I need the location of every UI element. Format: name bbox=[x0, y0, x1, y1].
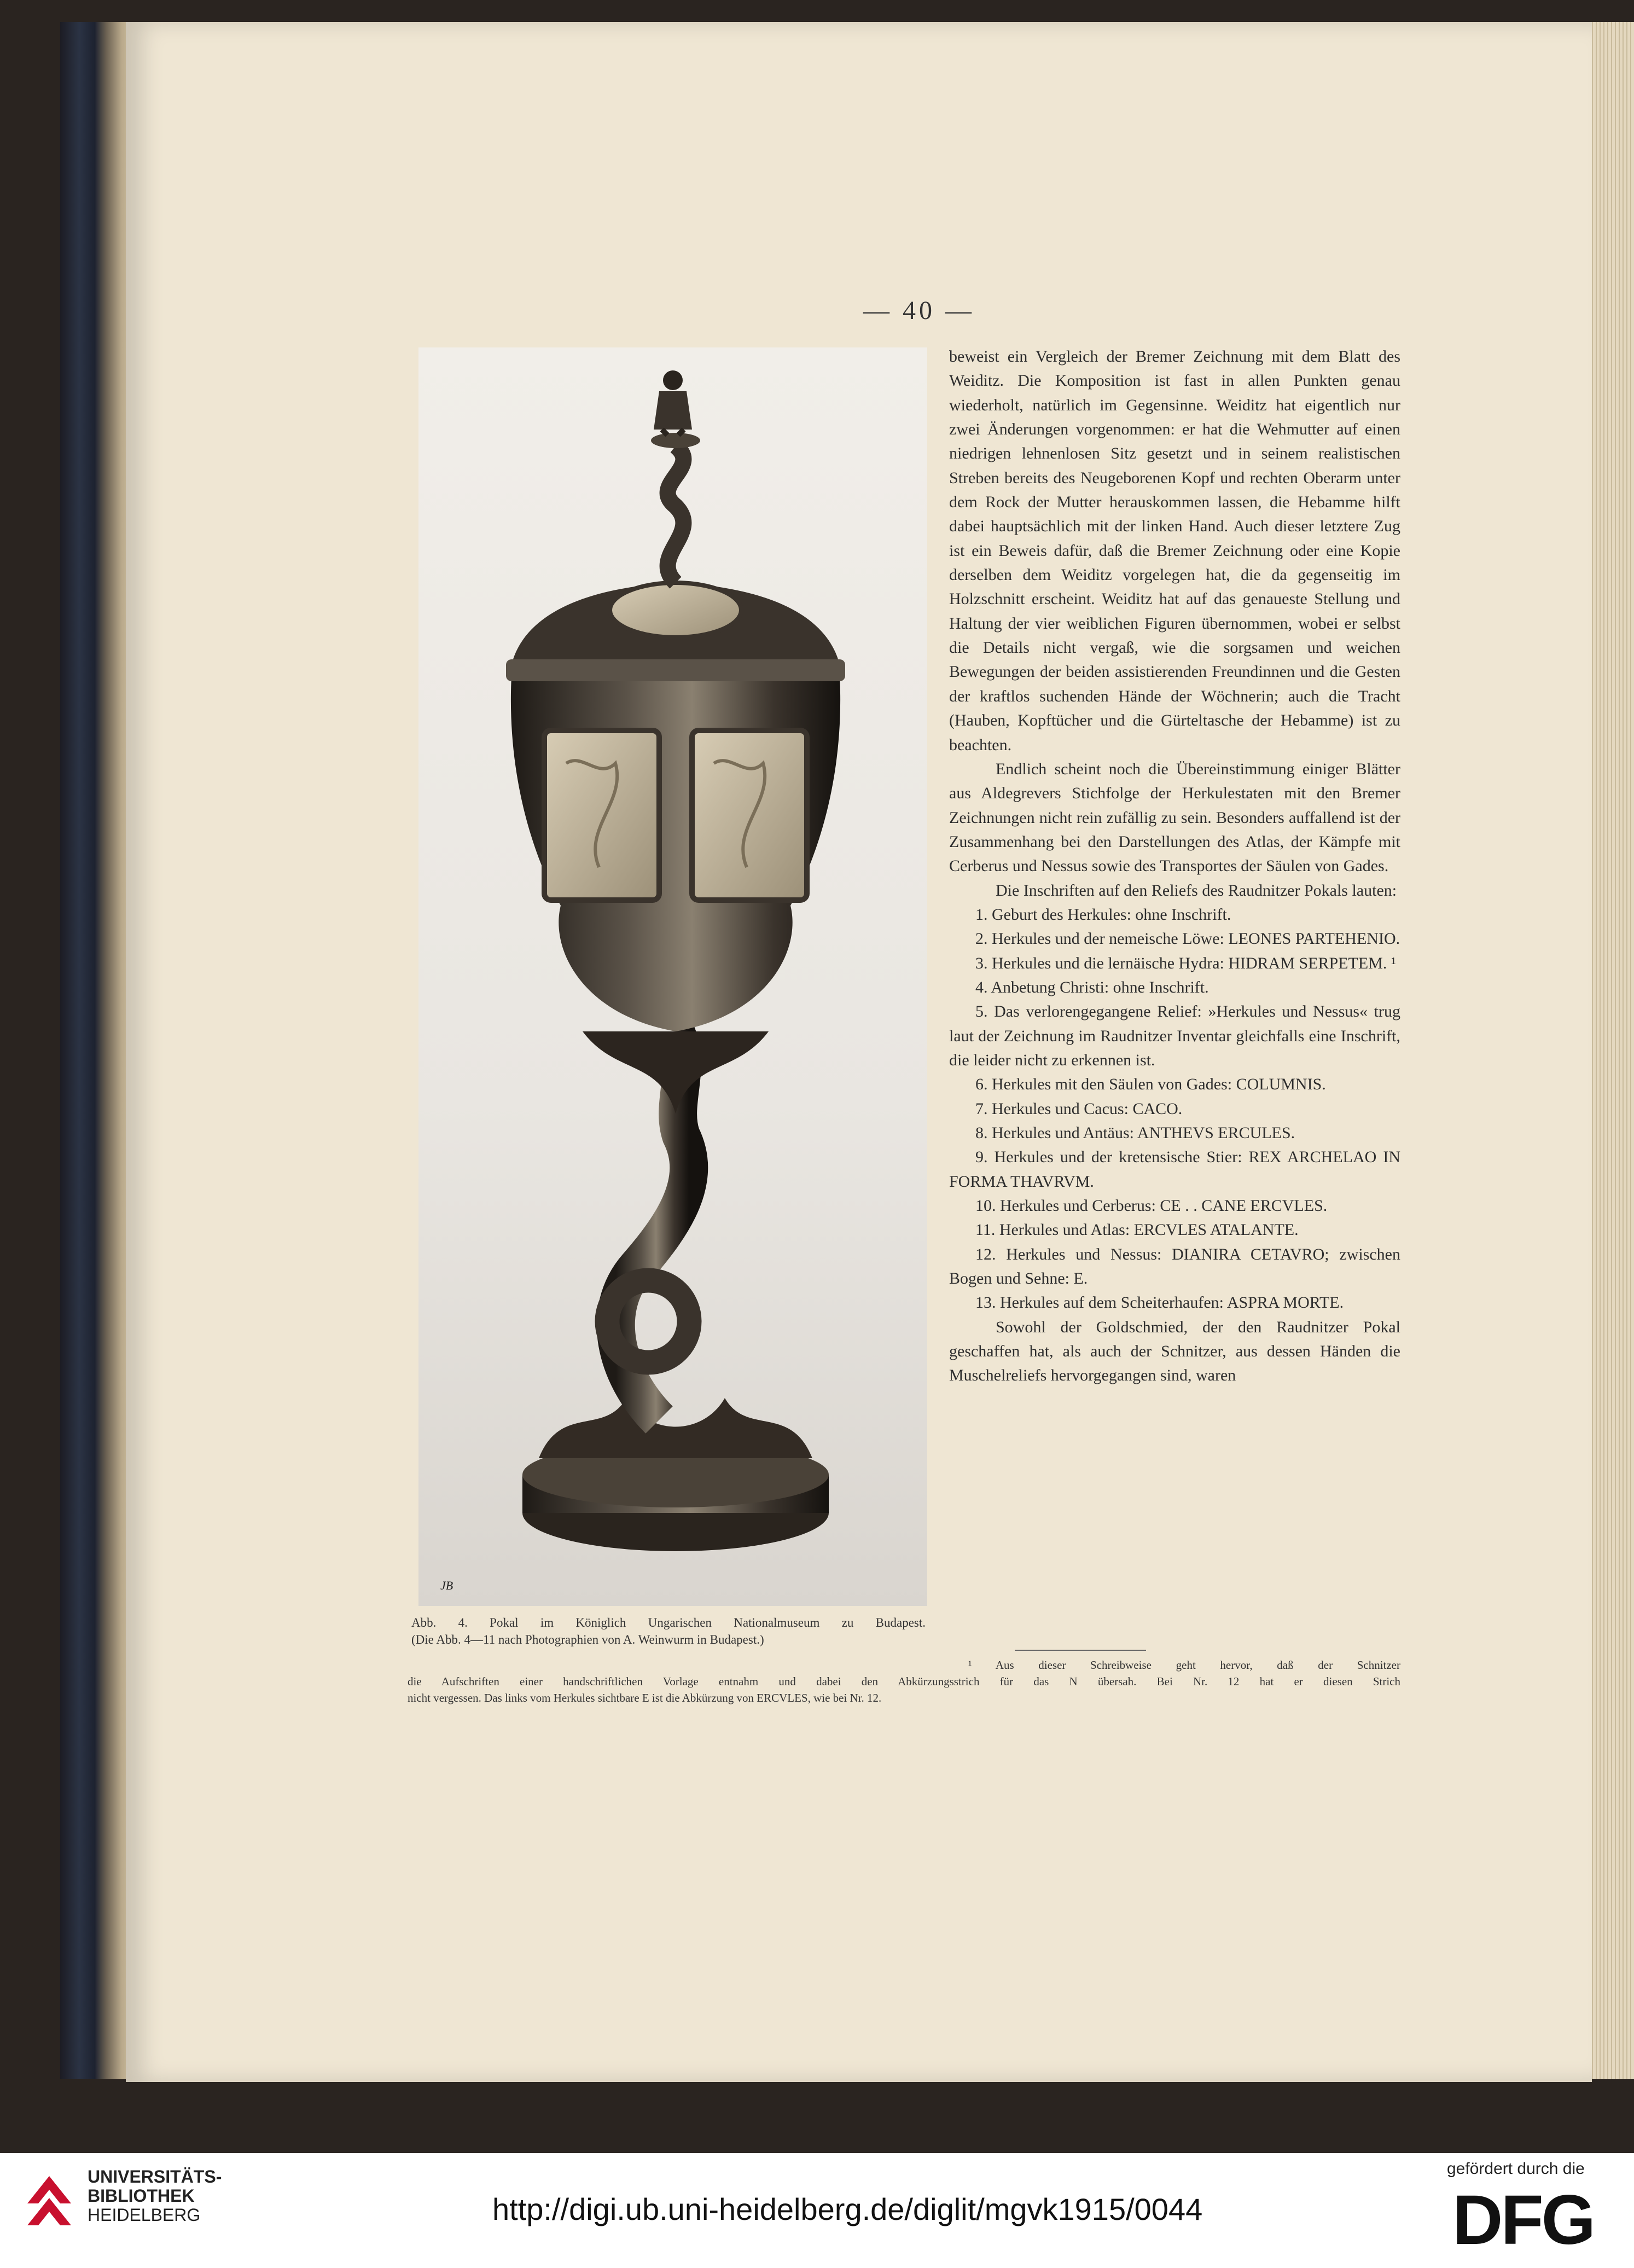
column-paragraph: 12. Herkules und Nessus: DIANIRA CETAVRO; zwischen Bogen und Sehne: E. bbox=[949, 1245, 1400, 1288]
column-paragraph: 4. Anbetung Christi: ohne Inschrift. bbox=[975, 978, 1209, 996]
digitization-banner bbox=[0, 2153, 1634, 2268]
permalink-url[interactable]: http://digi.ub.uni-heidelberg.de/diglit/mgvk1915/0044 bbox=[492, 2192, 1203, 2226]
page-number: — 40 — bbox=[863, 296, 975, 325]
figure-caption bbox=[411, 1614, 926, 1648]
photo-monogram: JB bbox=[440, 1579, 453, 1592]
column-paragraph: 1. Geburt des Herkules: ohne Inschrift. bbox=[975, 905, 1231, 924]
caption-line-1: Abb. 4. Pokal im Königlich Ungarischen Nationalmuseum zu Budapest. bbox=[411, 1616, 926, 1629]
footnote bbox=[408, 1657, 1400, 1706]
footnote-rule bbox=[1015, 1650, 1146, 1651]
column-paragraph: 7. Herkules und Cacus: CACO. bbox=[975, 1099, 1183, 1118]
caption-line-2: (Die Abb. 4—11 nach Photographien von A. Weinwurm in Budapest.) bbox=[411, 1633, 764, 1646]
footnote-line-1: ¹ Aus dieser Schreibweise geht hervor, daß der Schnitzer bbox=[968, 1658, 1400, 1672]
institution-line-1: UNIVERSITÄTS- bbox=[88, 2167, 222, 2186]
column-paragraph: 11. Herkules und Atlas: ERCVLES ATALANTE. bbox=[975, 1221, 1299, 1239]
column-paragraph: 2. Herkules und der nemeische Löwe: LEONES PARTEHENIO. bbox=[975, 930, 1400, 948]
institution-name bbox=[88, 2167, 222, 2225]
column-paragraph: 9. Herkules und der kretensische Stier: REX ARCHELAO IN FORMA THAVRVM. bbox=[949, 1148, 1400, 1191]
book-spine-edge bbox=[60, 22, 137, 2079]
page-stack-edge bbox=[1589, 22, 1634, 2079]
column-paragraph: 5. Das verlorengegangene Relief: »Herkules und Nessus« trug laut der Zeichnung im Raudnitzer Inventar gleichfalls eine Inschrift, die leider nicht zu erkennen ist. bbox=[949, 1002, 1400, 1069]
column-paragraph: Endlich scheint noch die Übereinstimmung einiger Blätter aus Aldegrevers Stichfolge der Herkulestaten mit den Bremer Zeichnungen nicht rein zufällig zu sein. Besonders auffallend ist der Zusammenhang bei den Darstellungen des Atlas, der Kämpfe mit Cerberus und Nessus sowie des Transportes der Säulen von Gades. bbox=[949, 759, 1400, 875]
column-paragraph: 3. Herkules und die lernäische Hydra: HIDRAM SERPETEM. ¹ bbox=[975, 954, 1396, 972]
column-paragraph: Sowohl der Goldschmied, der den Raudnitzer Pokal geschaffen hat, als auch der Schnitzer, aus dessen Händen die Muschelreliefs hervorgegangen sind, waren bbox=[949, 1318, 1400, 1385]
column-paragraph: beweist ein Vergleich der Bremer Zeichnung mit dem Blatt des Weiditz. Die Komposition ist fast in allen Punkten genau wiederholt, natürlich im Gegensinne. Weiditz hat eigentlich nur zwei Änderungen vorgenommen: er hat die Wehmutter auf einen niedrigen lehnenlosen Sitz gesetzt und in seinem realistischen Streben bereits des Neugeborenen Kopf und rechten Oberarm unter dem Rock der Mutter herauskommen lassen, die Hebamme hilft dabei hauptsächlich mit der linken Hand. Auch dieser letztere Zug ist ein Beweis dafür, daß die Bremer Zeichnung oder eine Kopie derselben dem Weiditz vorgelegen hat, die da gegenseitig im Holzschnitt erscheint. Weiditz hat auf das genaueste Stellung und Haltung der vier weiblichen Figuren übernommen, wobei er selbst die Details nicht vergaß, wie die sorgsamen und weichen Bewegungen der beiden assistierenden Freundinnen und die Gesten der kraftlos suchenden Hände der Wöchnerin; auch die Tracht (Hauben, Kopftücher und die Gürteltasche der Hebamme) ist zu beachten. bbox=[949, 347, 1400, 754]
footnote-line-2: die Aufschriften einer handschriftlichen Vorlage entnahm und dabei den Abkürzungsstrich für das N übersah. Bei Nr. 12 hat er diesen Strich bbox=[408, 1675, 1400, 1688]
university-library-logo-icon bbox=[22, 2165, 77, 2242]
dfg-logo: DFG bbox=[1452, 2181, 1594, 2259]
column-paragraph: 8. Herkules und Antäus: ANTHEVS ERCULES. bbox=[975, 1124, 1295, 1142]
institution-line-2: BIBLIOTHEK bbox=[88, 2186, 195, 2206]
column-paragraph: 13. Herkules auf dem Scheiterhaufen: ASPRA MORTE. bbox=[975, 1293, 1344, 1312]
text-column bbox=[949, 345, 1400, 1388]
sponsor-text: gefördert durch die bbox=[1447, 2160, 1585, 2178]
goblet-illustration bbox=[418, 347, 927, 1606]
column-paragraph: Die Inschriften auf den Reliefs des Raudnitzer Pokals lauten: bbox=[996, 881, 1397, 900]
column-paragraph: 6. Herkules mit den Säulen von Gades: COLUMNIS. bbox=[975, 1075, 1326, 1094]
goblet-photograph bbox=[418, 347, 927, 1606]
footnote-line-3: nicht vergessen. Das links vom Herkules sichtbare E ist die Abkürzung von ERCVLES, wie bei Nr. 12. bbox=[408, 1691, 882, 1704]
institution-line-3: HEIDELBERG bbox=[88, 2205, 201, 2225]
column-paragraph: 10. Herkules und Cerberus: CE . . CANE ERCVLES. bbox=[975, 1197, 1328, 1215]
